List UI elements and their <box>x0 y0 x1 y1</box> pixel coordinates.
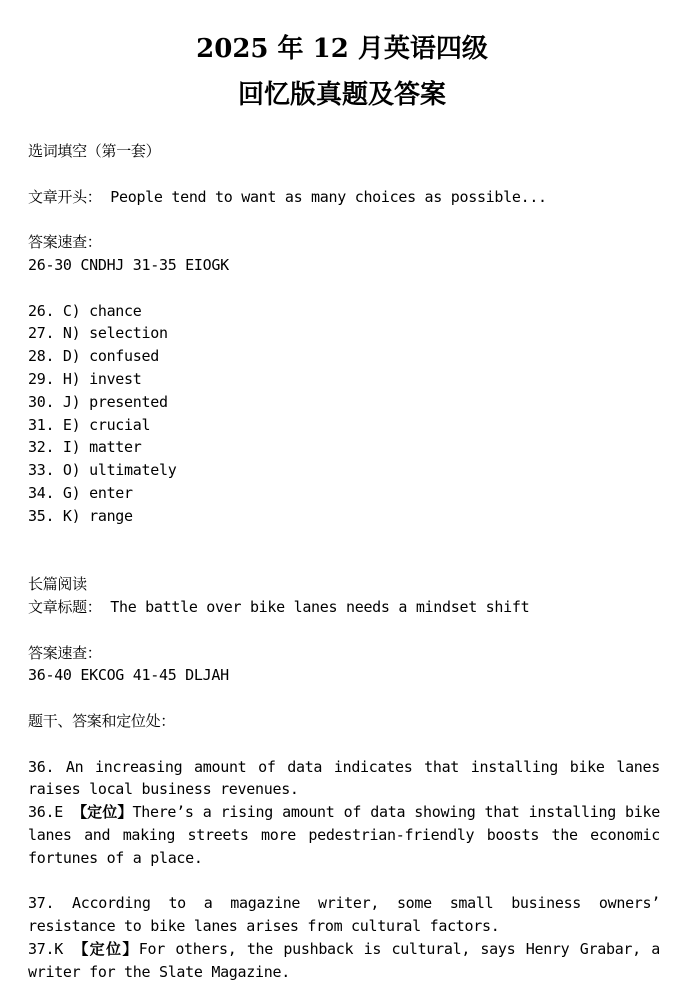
answer-item: 34. G) enter <box>28 483 133 502</box>
section2-title-label: 文章标题： <box>28 597 102 616</box>
section2-quick-label: 答案速查： <box>28 643 102 662</box>
answer-item: 31. E) crucial <box>28 415 151 434</box>
section2-heading: 长篇阅读 <box>28 575 87 594</box>
answer-item: 28. D) confused <box>28 347 159 366</box>
answer-item: 26. C) chance <box>28 301 142 320</box>
document-title-line-2: 回忆版真题及答案 <box>237 80 446 110</box>
question-37-answer-text: For others, the pushback is cultural, says Henry Grabar, a writer for the Slate Magazine. <box>28 939 661 981</box>
answer-item: 29. H) invest <box>28 369 142 388</box>
section1-opening-label: 文章开头： <box>28 187 102 206</box>
section1-heading: 选词填空（第一套） <box>28 142 161 160</box>
question-36-answer-text: There’s a rising amount of data showing that installing bike lanes and making streets more pedestrian-friendly boosts the economic fortunes of a place. <box>28 803 660 867</box>
document-body <box>28 140 660 983</box>
section1-answer-list <box>28 300 660 528</box>
question-37-answer <box>28 938 660 984</box>
section1-quick-label: 答案速查： <box>28 233 102 252</box>
question-37-stem: 37. According to a magazine writer, some small business owners’ resistance to bike lanes arises from cultural factors. <box>28 894 660 936</box>
answer-item: 30. J) presented <box>28 392 168 411</box>
answer-item: 35. K) range <box>28 506 133 525</box>
section2-title-text: The battle over bike lanes needs a mindset shift <box>110 597 530 616</box>
question-36-answer <box>28 801 660 869</box>
section2-subheading: 题干、答案和定位处： <box>28 711 176 730</box>
answer-item: 32. I) matter <box>28 438 142 457</box>
question-36-answer-key: 36.E <box>28 803 63 822</box>
section1-opening <box>28 186 660 209</box>
section1-opening-text: People tend to want as many choices as possible... <box>110 187 547 206</box>
locate-tag: 【定位】 <box>72 803 133 822</box>
answer-item: 33. O) ultimately <box>28 461 177 480</box>
locate-tag: 【定位】 <box>73 939 139 958</box>
section2-quick-answers: 36-40 EKCOG 41-45 DLJAH <box>28 666 229 685</box>
question-37-answer-key: 37.K <box>28 939 63 958</box>
section2-article-title <box>28 596 660 619</box>
document-title-line-1: 2025 年 12 月英语四级 <box>196 34 488 64</box>
question-36-stem: 36. An increasing amount of data indicates that installing bike lanes raises local business revenues. <box>28 757 660 799</box>
answer-item: 27. N) selection <box>28 324 168 343</box>
section1-quick-answers: 26-30 CNDHJ 31-35 EIOGK <box>28 255 229 274</box>
